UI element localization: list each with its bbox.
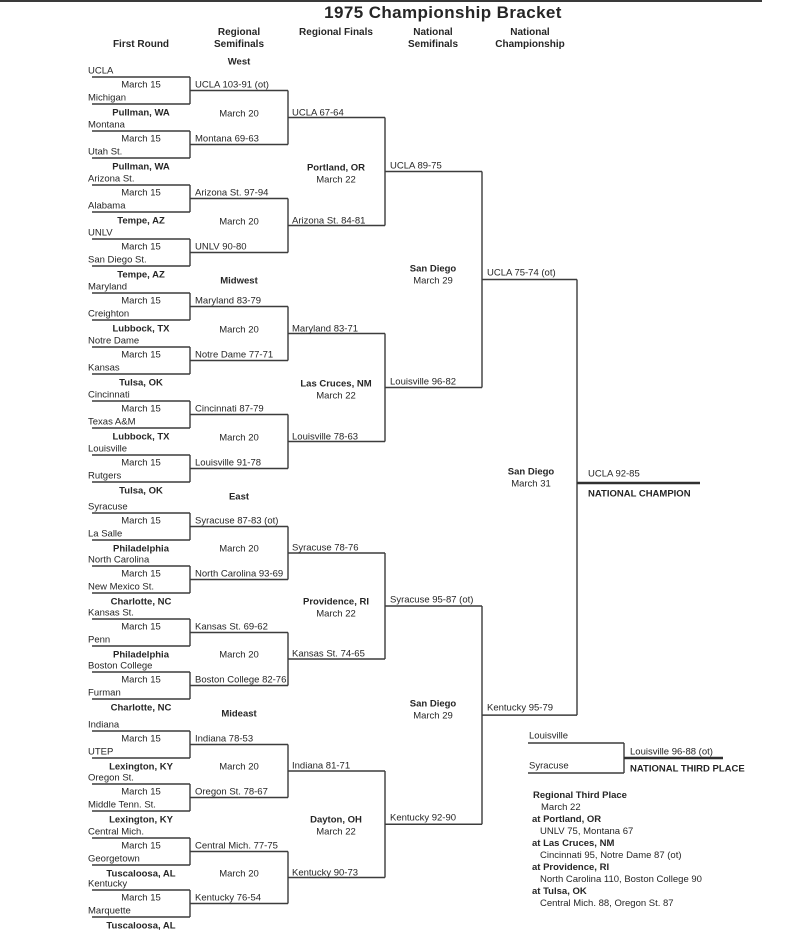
r1-final-venue: Las Cruces, NM xyxy=(300,378,372,389)
r1-g0-venue: Lubbock, TX xyxy=(112,323,170,335)
national-third-place-label: NATIONAL THIRD PLACE xyxy=(630,763,745,775)
r3-g2-venue: Tuscaloosa, AL xyxy=(106,868,176,880)
r1-g3-bottom-team: Rutgers xyxy=(88,470,122,482)
third-place-winner: Louisville 96-88 (ot) xyxy=(630,746,713,758)
r2-sf1-winner: Kansas St. 74-65 xyxy=(292,648,365,660)
r2-g0-date: March 15 xyxy=(121,515,161,527)
r1-final-winner: Louisville 96-82 xyxy=(390,376,457,387)
r3-g3-venue: Tuscaloosa, AL xyxy=(106,920,176,932)
r0-g0-date: March 15 xyxy=(121,79,161,91)
r0-g3-bottom-team: San Diego St. xyxy=(88,254,147,266)
region-label-3: Mideast xyxy=(221,708,257,720)
region-label-2: East xyxy=(228,491,250,503)
r1-final-date: March 22 xyxy=(316,390,356,401)
r0-g0-venue: Pullman, WA xyxy=(112,107,170,119)
r3-g1-top-team: Oregon St. xyxy=(88,772,134,784)
r2-g3-bottom-team: Furman xyxy=(88,687,121,699)
r2-g1-top-team: North Carolina xyxy=(88,554,150,566)
r1-sf0-winner: Maryland 83-71 xyxy=(292,323,359,334)
r3-sf1-date: March 20 xyxy=(219,868,259,879)
column-header-regional-finals: Regional Finals xyxy=(299,27,373,38)
r2-g3-winner: Boston College 82-76 xyxy=(195,674,287,685)
r1-g0-bottom-team: Creighton xyxy=(88,308,130,320)
regional-third-place-result: North Carolina 110, Boston College 90 xyxy=(540,874,702,885)
ns1-winner: Kentucky 95-79 xyxy=(487,702,554,714)
r0-g3-date: March 15 xyxy=(121,241,161,253)
ns1-venue: San Diego xyxy=(409,698,457,710)
r3-g3-winner: Kentucky 76-54 xyxy=(195,892,262,903)
r0-g1-top-team: Montana xyxy=(88,119,125,131)
r1-g0-date: March 15 xyxy=(121,295,161,307)
page-title: 1975 Championship Bracket xyxy=(324,3,562,22)
r1-g1-top-team: Notre Dame xyxy=(88,335,140,347)
r1-g2-date: March 15 xyxy=(121,403,161,415)
r2-g2-date: March 15 xyxy=(121,621,161,633)
r1-g3-venue: Tulsa, OK xyxy=(119,485,163,497)
third-place-bottom-team: Syracuse xyxy=(529,760,569,772)
r3-g3-date: March 15 xyxy=(121,892,161,904)
regional-third-place-result: Cincinnati 95, Notre Dame 87 (ot) xyxy=(540,850,682,861)
regional-third-place-venue: at Tulsa, OK xyxy=(532,886,587,897)
r1-g0-top-team: Maryland xyxy=(88,281,128,293)
column-header-national-semifinals: National Semifinals xyxy=(407,27,459,50)
r0-g1-bottom-team: Utah St. xyxy=(88,146,123,158)
regional-third-place-venue: at Portland, OR xyxy=(532,814,602,825)
r3-g0-date: March 15 xyxy=(121,733,161,745)
r3-final-winner: Kentucky 92-90 xyxy=(390,812,457,824)
championship-winner: UCLA 92-85 xyxy=(588,468,640,480)
r0-final-date: March 22 xyxy=(316,174,356,185)
r3-g0-bottom-team: UTEP xyxy=(88,746,114,758)
r2-g0-bottom-team: La Salle xyxy=(88,528,123,540)
region-label-0: West xyxy=(227,56,251,68)
regional-third-place-venue: at Providence, RI xyxy=(532,862,610,873)
r3-g2-winner: Central Mich. 77-75 xyxy=(195,840,278,851)
r0-g2-bottom-team: Alabama xyxy=(88,200,126,212)
r3-sf0-winner: Indiana 81-71 xyxy=(292,760,351,772)
r2-g1-bottom-team: New Mexico St. xyxy=(88,581,154,593)
r0-g1-date: March 15 xyxy=(121,133,161,145)
ns0-date: March 29 xyxy=(413,275,453,286)
r1-g2-top-team: Cincinnati xyxy=(88,389,130,401)
r3-g1-date: March 15 xyxy=(121,786,161,798)
r0-sf0-winner: UCLA 67-64 xyxy=(292,107,344,118)
r2-g1-date: March 15 xyxy=(121,568,161,580)
regional-third-place-result: UNLV 75, Montana 67 xyxy=(540,826,634,837)
r1-sf1-winner: Louisville 78-63 xyxy=(292,431,359,442)
r0-final-venue: Portland, OR xyxy=(306,162,366,173)
r3-final-date: March 22 xyxy=(316,826,356,838)
r0-g2-winner: Arizona St. 97-94 xyxy=(195,187,269,198)
r0-g1-winner: Montana 69-63 xyxy=(195,133,259,144)
r0-final-winner: UCLA 89-75 xyxy=(390,160,442,171)
r3-g1-venue: Lexington, KY xyxy=(109,814,173,826)
r2-final-venue: Providence, RI xyxy=(303,596,369,608)
column-header-national-championship: National Championship xyxy=(495,27,565,50)
r2-g0-winner: Syracuse 87-83 (ot) xyxy=(195,515,279,526)
r3-g0-venue: Lexington, KY xyxy=(109,761,173,773)
r1-g2-venue: Lubbock, TX xyxy=(112,431,170,443)
r3-g1-bottom-team: Middle Tenn. St. xyxy=(88,799,156,811)
r2-g3-date: March 15 xyxy=(121,674,161,686)
r2-g0-venue: Philadelphia xyxy=(113,543,169,555)
r1-sf0-date: March 20 xyxy=(219,324,259,335)
regional-third-place-block xyxy=(532,790,702,910)
national-champion-label: NATIONAL CHAMPION xyxy=(588,488,691,500)
r1-g1-date: March 15 xyxy=(121,349,161,361)
ns0-venue: San Diego xyxy=(409,263,457,274)
r2-g3-top-team: Boston College xyxy=(88,660,153,672)
r2-final-winner: Syracuse 95-87 (ot) xyxy=(390,594,474,606)
r2-g1-winner: North Carolina 93-69 xyxy=(195,568,284,579)
r2-sf1-date: March 20 xyxy=(219,649,259,661)
r3-g3-top-team: Kentucky xyxy=(88,878,128,890)
regional-third-place-result: Central Mich. 88, Oregon St. 87 xyxy=(540,898,674,909)
r1-g2-winner: Cincinnati 87-79 xyxy=(195,403,264,414)
r3-sf1-winner: Kentucky 90-73 xyxy=(292,867,359,878)
r1-sf1-date: March 20 xyxy=(219,432,259,443)
championship-date: March 31 xyxy=(511,478,551,490)
r1-g1-venue: Tulsa, OK xyxy=(119,377,163,389)
r2-g0-top-team: Syracuse xyxy=(88,501,128,513)
championship-venue: San Diego xyxy=(507,466,555,478)
r1-g3-top-team: Louisville xyxy=(88,443,128,455)
r3-g0-winner: Indiana 78-53 xyxy=(195,733,254,744)
r0-g3-winner: UNLV 90-80 xyxy=(195,241,247,252)
r0-sf0-date: March 20 xyxy=(219,108,259,119)
r0-g3-venue: Tempe, AZ xyxy=(117,269,165,281)
r0-g0-top-team: UCLA xyxy=(88,65,114,77)
r1-g0-winner: Maryland 83-79 xyxy=(195,295,262,306)
r2-g3-venue: Charlotte, NC xyxy=(110,702,172,714)
r1-g2-bottom-team: Texas A&M xyxy=(88,416,136,428)
r1-g1-winner: Notre Dame 77-71 xyxy=(195,349,274,360)
r3-final-venue: Dayton, OH xyxy=(310,814,362,826)
regional-third-place-venue: at Las Cruces, NM xyxy=(532,838,615,849)
r3-g2-date: March 15 xyxy=(121,840,161,852)
third-place-top-team: Louisville xyxy=(529,730,569,742)
r0-sf1-winner: Arizona St. 84-81 xyxy=(292,215,366,226)
r0-g3-top-team: UNLV xyxy=(88,227,113,239)
r1-g1-bottom-team: Kansas xyxy=(88,362,120,374)
r3-sf0-date: March 20 xyxy=(219,761,259,773)
column-header-regional-semifinals: Regional Semifinals xyxy=(213,27,265,50)
r1-g3-date: March 15 xyxy=(121,457,161,469)
r2-g2-venue: Philadelphia xyxy=(113,649,169,661)
column-header-first-round: First Round xyxy=(112,39,170,50)
r2-g1-venue: Charlotte, NC xyxy=(110,596,172,608)
ns1-date: March 29 xyxy=(413,710,453,722)
r3-g3-bottom-team: Marquette xyxy=(88,905,131,917)
r0-g2-date: March 15 xyxy=(121,187,161,199)
r2-g2-top-team: Kansas St. xyxy=(88,607,134,619)
r0-g2-top-team: Arizona St. xyxy=(88,173,135,185)
regional-third-place-title: Regional Third Place xyxy=(533,790,627,801)
r0-g2-venue: Tempe, AZ xyxy=(117,215,165,227)
r3-g2-bottom-team: Georgetown xyxy=(88,853,140,865)
r0-g1-venue: Pullman, WA xyxy=(112,161,170,173)
region-label-1: Midwest xyxy=(220,275,258,287)
r2-g2-bottom-team: Penn xyxy=(88,634,111,646)
r3-g1-winner: Oregon St. 78-67 xyxy=(195,786,268,797)
r2-sf0-winner: Syracuse 78-76 xyxy=(292,542,359,554)
r2-g2-winner: Kansas St. 69-62 xyxy=(195,621,268,632)
r2-sf0-date: March 20 xyxy=(219,543,259,555)
r0-g0-winner: UCLA 103-91 (ot) xyxy=(195,79,269,90)
r2-final-date: March 22 xyxy=(316,608,356,620)
r1-g3-winner: Louisville 91-78 xyxy=(195,457,262,468)
r0-sf1-date: March 20 xyxy=(219,216,259,227)
r0-g0-bottom-team: Michigan xyxy=(88,92,127,104)
r3-g2-top-team: Central Mich. xyxy=(88,826,144,838)
ns0-winner: UCLA 75-74 (ot) xyxy=(487,267,556,278)
regional-third-place-date: March 22 xyxy=(541,802,581,813)
r3-g0-top-team: Indiana xyxy=(88,719,120,731)
